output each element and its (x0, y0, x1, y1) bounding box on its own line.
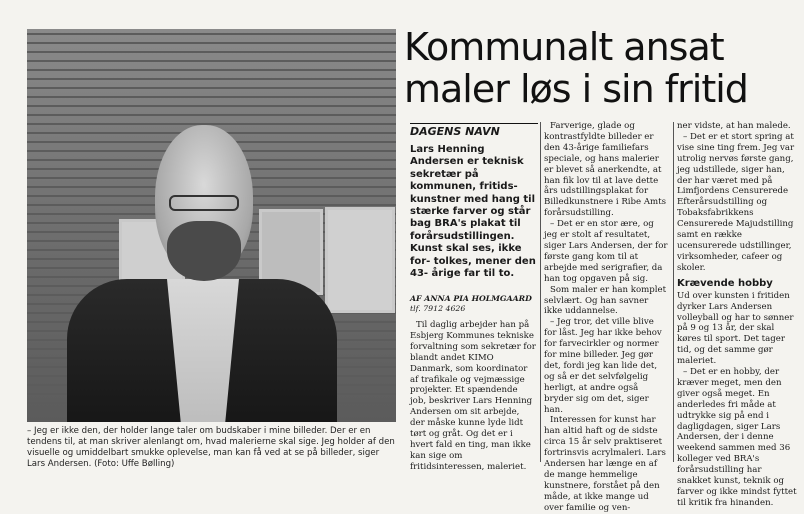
photo-caption: – Jeg er ikke den, der holder lange taler om budskaber i mine billeder. Der er en tendens til, at man skriver alenlangt om, hvad malerierne skal sige. Jeg holder af den visuelle og umiddelbart smukke oplevelse, man kan få ved at se på billeder, siger Lars Andersen. (Foto: Uffe Bølling) (27, 426, 395, 469)
paragraph: – Det er et stort spring at vise sine ting frem. Jeg var utrolig nervøs første gang, jeg udstillede, siger han, der har været med på Limfjordens Censurerede Efterårsudstilling og Tobaksfabrikkens Censurerede Majudstilling samt en række ucensurerede udstillinger, virksomheder, cafeer og skoler. (677, 131, 795, 273)
subheading: Krævende hobby (677, 277, 773, 289)
byline-author: AF ANNA PIA HOLMGAARD (410, 294, 532, 303)
byline-phone: tlf. 7912 4626 (410, 304, 466, 313)
paragraph: Interessen for kunst har han altid haft og de sidste circa 15 år selv praktiseret fortrinsvis acrylmaleri. Lars Andersen har længe en af de mange hemmelige kunstnere, forstået på den måde, at ikke mange ud over familie og ven- (544, 415, 666, 513)
paragraph: Til daglig arbejder han på Esbjerg Kommunes tekniske forvaltning som sekretær for blandt andet KIMO Danmark, som koordinator af trafikale og vejmæssige projekter. Et spændende job, beskriver Lars Henning Andersen om sit arbejde, der måske kunne lyde lidt tørt og gråt. Og det er i hvert fald en ting, man ikke kan sige om fritidsinteressen, maleriet. (410, 320, 536, 472)
painting-right (325, 207, 395, 313)
section-rubric: DAGENS NAVN (410, 123, 538, 138)
man-beard (167, 221, 241, 281)
paragraph: – Det er en hobby, der kræver meget, men den giver også meget. En anderledes fri måde at udtrykke sig på end i dagligdagen, siger Lars Andersen, der i denne weekend sammen med 36 kolleger ved BRA's forårsudstilling har snakket kunst, teknik og farver og ikke mindst fyttet til kritik fra hinanden. (677, 367, 797, 508)
man-glasses (169, 195, 239, 211)
paragraph: ner vidste, at han malede. (677, 121, 791, 131)
paragraph: – Det er en stor ære, og jeg er stolt af resultatet, siger Lars Andersen, der for første gang kom til at arbejde med serigrafier, da han tog opgaven på sig. (544, 219, 668, 284)
column-3 (677, 121, 797, 509)
paragraph: – Jeg tror, det ville blive for låst. Jeg har ikke behov for farvecirkler og normer for mine billeder. Jeg gør det, fordi jeg kan lide det, og så er det selvfølgelig herligt, at andre også bryder sig om det, siger han. (544, 317, 662, 415)
lead-paragraph: Lars Henning Andersen er teknisk sekretær på kommunen, fritids- kunstner med hang til stærke farver og står bag BRA's plakat til forårsudstillingen. Kunst skal ses, ikke for- tolkes, mener den 43- årige far til to. (410, 144, 536, 280)
paragraph: Ud over kunsten i fritiden dyrker Lars Andersen volleyball og har to sønner på 9 og 13 år, der skal køres til sport. Det tager tid, og det samme gør maleriet. (677, 290, 794, 367)
paragraph: Som maler er han komplet selvlært. Og han savner ikke uddannelse. (544, 284, 667, 317)
column-2 (544, 121, 668, 514)
column-1 (410, 320, 536, 473)
column-rule (540, 122, 541, 462)
headline: Kommunalt ansat maler løs i sin fritid (404, 25, 748, 111)
byline (410, 294, 536, 314)
portrait-photo (27, 29, 396, 422)
column-rule (673, 122, 674, 462)
paragraph: Farverige, glade og kontrastfyldte billeder er den 43-årige familiefars speciale, og hans malerier er blevet så anerkendte, at han fik lov til at lave dette års udstillingsplakat for Billedkunstnere i Ribe Amts forårsudstilling. (544, 121, 667, 219)
